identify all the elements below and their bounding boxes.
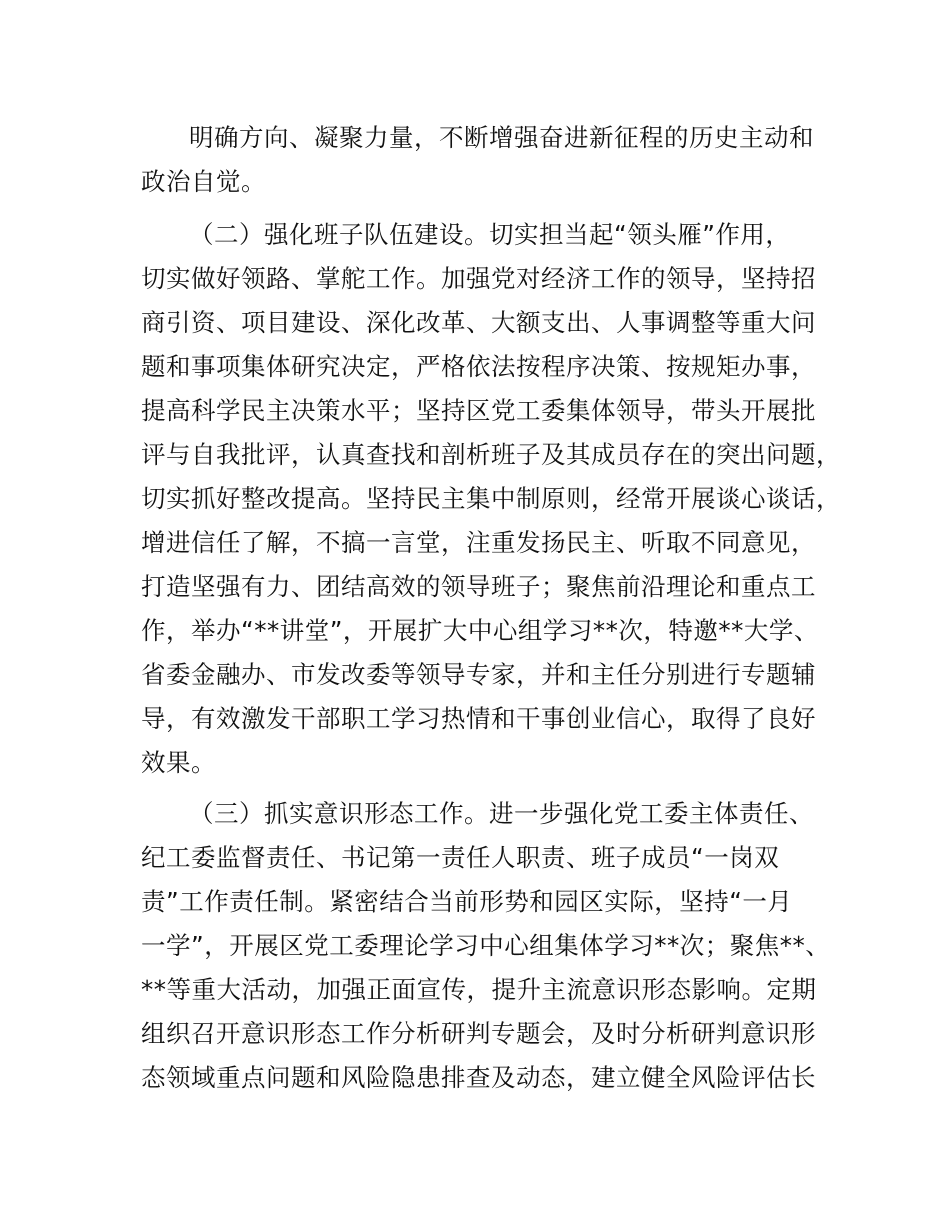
text-line-4: 切实做好领路、掌舵工作。加强党对经济工作的领导，坚持招 bbox=[141, 264, 816, 293]
text-line-6: 题和事项集体研究决定，严格依法按程序决策、按规矩办事， bbox=[141, 352, 816, 381]
text-line-18: 责”工作责任制。紧密结合当前形势和园区实际，坚持“一月 bbox=[141, 887, 793, 916]
text-line-2: 政治自觉。 bbox=[141, 167, 266, 196]
text-line-17: 纪工委监督责任、书记第一责任人职责、班子成员“一岗双 bbox=[141, 843, 780, 872]
text-line-1: 明确方向、凝聚力量，不断增强奋进新征程的历史主动和 bbox=[189, 123, 814, 152]
text-line-12: 作，举办“**讲堂”，开展扩大中心组学习**次，特邀**大学、 bbox=[141, 616, 819, 645]
section-3-heading-line: （三）抓实意识形态工作。进一步强化党工委主体责任、 bbox=[189, 799, 814, 828]
text-line-7: 提高科学民主决策水平；坚持区党工委集体领导，带头开展批 bbox=[141, 396, 816, 425]
text-line-20: **等重大活动，加强正面宣传，提升主流意识形态影响。定期 bbox=[141, 975, 817, 1004]
text-line-9: 切实抓好整改提高。坚持民主集中制原则，经常开展谈心谈话， bbox=[141, 484, 841, 513]
text-line-11: 打造坚强有力、团结高效的领导班子；聚焦前沿理论和重点工 bbox=[141, 572, 816, 601]
text-line-15: 效果。 bbox=[141, 748, 216, 777]
text-line-10: 增进信任了解，不搞一言堂，注重发扬民主、听取不同意见， bbox=[141, 528, 816, 557]
text-line-21: 组织召开意识形态工作分析研判专题会，及时分析研判意识形 bbox=[141, 1019, 816, 1048]
text-line-8: 评与自我批评，认真查找和剖析班子及其成员存在的突出问题， bbox=[141, 440, 841, 469]
text-line-14: 导，有效激发干部职工学习热情和干事创业信心，取得了良好 bbox=[141, 704, 816, 733]
text-line-13: 省委金融办、市发改委等领导专家，并和主任分别进行专题辅 bbox=[141, 660, 816, 689]
section-2-heading-line: （二）强化班子队伍建设。切实担当起“领头雁”作用， bbox=[189, 220, 791, 249]
text-line-5: 商引资、项目建设、深化改革、大额支出、人事调整等重大问 bbox=[141, 308, 816, 337]
text-line-22: 态领域重点问题和风险隐患排查及动态，建立健全风险评估长 bbox=[141, 1063, 816, 1092]
text-line-19: 一学”，开展区党工委理论学习中心组集体学习**次；聚焦**、 bbox=[141, 931, 831, 960]
